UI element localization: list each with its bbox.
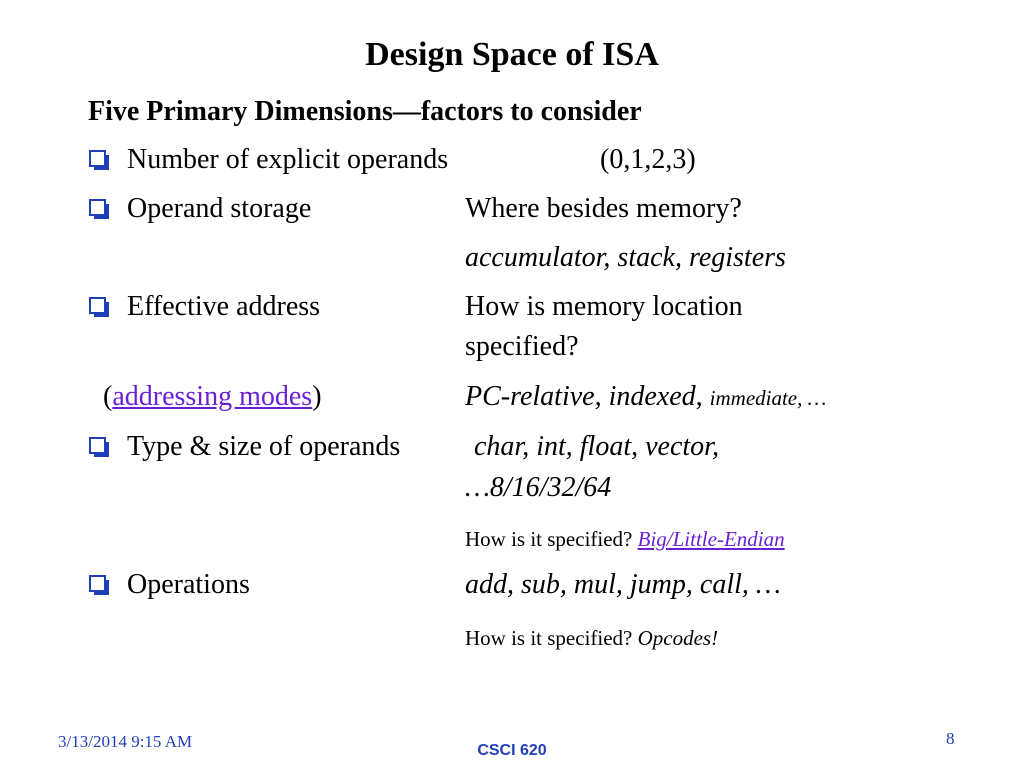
operations-question: How is it specified? bbox=[465, 626, 633, 650]
effective-address-question-line2: specified? bbox=[465, 331, 579, 362]
effective-address-question-line1: How is memory location bbox=[465, 291, 743, 322]
operands-count-label: Number of explicit operands bbox=[127, 144, 449, 175]
footer-date: 3/13/2014 9:15 AM bbox=[58, 732, 193, 751]
type-size-question-row bbox=[465, 527, 785, 552]
operand-storage-question: Where besides memory? bbox=[465, 193, 742, 224]
addressing-modes-note bbox=[103, 381, 322, 413]
operations-label: Operations bbox=[127, 569, 250, 600]
type-size-examples-line1: char, int, float, vector, bbox=[474, 431, 719, 462]
checkbox-bullet-icon bbox=[89, 575, 106, 592]
operations-answer: Opcodes! bbox=[637, 626, 719, 650]
effective-address-examples-main: PC-relative, indexed, bbox=[465, 381, 703, 412]
operations-examples: add, sub, mul, jump, call, … bbox=[465, 569, 781, 600]
operands-count-value: (0,1,2,3) bbox=[600, 144, 696, 175]
effective-address-examples-small: immediate, … bbox=[709, 386, 827, 410]
effective-address-label: Effective address bbox=[127, 291, 321, 322]
checkbox-bullet-icon bbox=[89, 297, 106, 314]
slide-title: Design Space of ISA bbox=[365, 36, 659, 73]
addressing-modes-link[interactable]: addressing modes bbox=[112, 381, 313, 412]
type-size-question: How is it specified? bbox=[465, 527, 633, 551]
checkbox-bullet-icon bbox=[89, 199, 106, 216]
operand-storage-examples: accumulator, stack, registers bbox=[465, 242, 786, 273]
type-size-examples-line2: …8/16/32/64 bbox=[465, 472, 612, 503]
operations-question-row bbox=[465, 626, 718, 651]
operand-storage-label: Operand storage bbox=[127, 193, 312, 224]
endian-link[interactable]: Big/Little-Endian bbox=[637, 527, 785, 551]
paren-close: ) bbox=[312, 381, 322, 412]
checkbox-bullet-icon bbox=[89, 150, 106, 167]
type-size-label: Type & size of operands bbox=[127, 431, 401, 462]
paren-open: ( bbox=[103, 381, 113, 412]
slide-subtitle: Five Primary Dimensions—factors to consider bbox=[88, 96, 642, 127]
footer-course: CSCI 620 bbox=[477, 742, 547, 759]
page-number: 8 bbox=[946, 729, 955, 748]
checkbox-bullet-icon bbox=[89, 437, 106, 454]
effective-address-examples bbox=[465, 381, 826, 413]
